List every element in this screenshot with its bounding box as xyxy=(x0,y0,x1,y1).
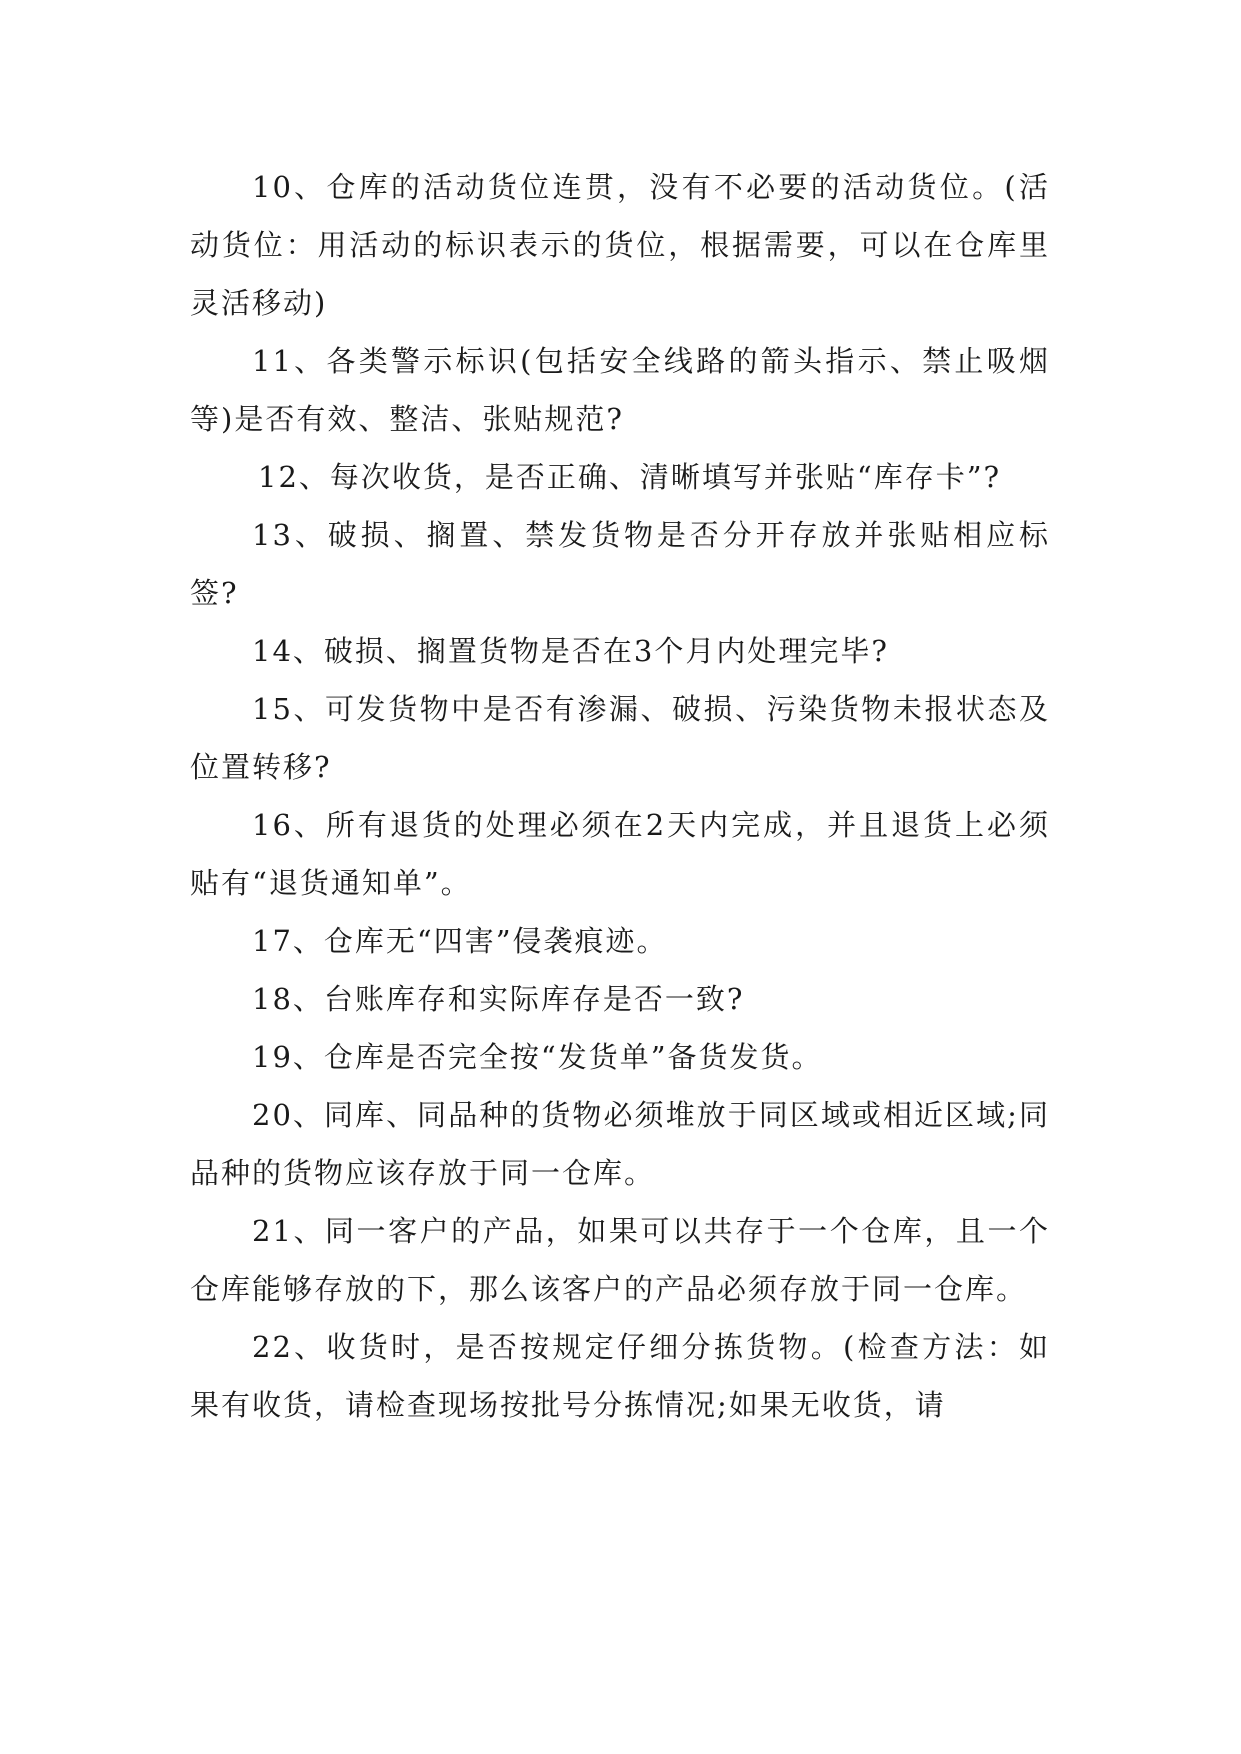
paragraph-item-21: 21、同一客户的产品，如果可以共存于一个仓库，且一个仓库能够存放的下，那么该客户的产品必须存放于同一仓库。 xyxy=(190,1214,1050,1306)
paragraph-item-19: 19、仓库是否完全按“发货单”备货发货。 xyxy=(252,1040,823,1074)
paragraph-item-20: 20、同库、同品种的货物必须堆放于同区域或相近区域;同品种的货物应该存放于同一仓库。 xyxy=(190,1098,1050,1190)
paragraph-item-17: 17、仓库无“四害”侵袭痕迹。 xyxy=(252,924,668,958)
paragraph-item-15: 15、可发货物中是否有渗漏、破损、污染货物未报状态及位置转移? xyxy=(190,692,1050,784)
document-body xyxy=(190,158,1050,1434)
paragraph-item-16: 16、所有退货的处理必须在2天内完成，并且退货上必须贴有“退货通知单”。 xyxy=(190,808,1050,900)
paragraph-item-22: 22、收货时，是否按规定仔细分拣货物。(检查方法：如果有收货，请检查现场按批号分拣情况;如果无收货，请 xyxy=(190,1330,1050,1422)
paragraph-item-14: 14、破损、搁置货物是否在3个月内处理完毕? xyxy=(252,634,889,668)
paragraph-item-18: 18、台账库存和实际库存是否一致? xyxy=(252,982,745,1016)
paragraph-item-13: 13、破损、搁置、禁发货物是否分开存放并张贴相应标签? xyxy=(190,518,1050,610)
paragraph-item-11: 11、各类警示标识(包括安全线路的箭头指示、禁止吸烟等)是否有效、整洁、张贴规范? xyxy=(190,344,1050,436)
paragraph-item-10: 10、仓库的活动货位连贯，没有不必要的活动货位。(活动货位：用活动的标识表示的货位，根据需要，可以在仓库里灵活移动) xyxy=(190,170,1050,320)
paragraph-item-12: 12、每次收货，是否正确、清晰填写并张贴“库存卡”? xyxy=(258,460,1002,494)
